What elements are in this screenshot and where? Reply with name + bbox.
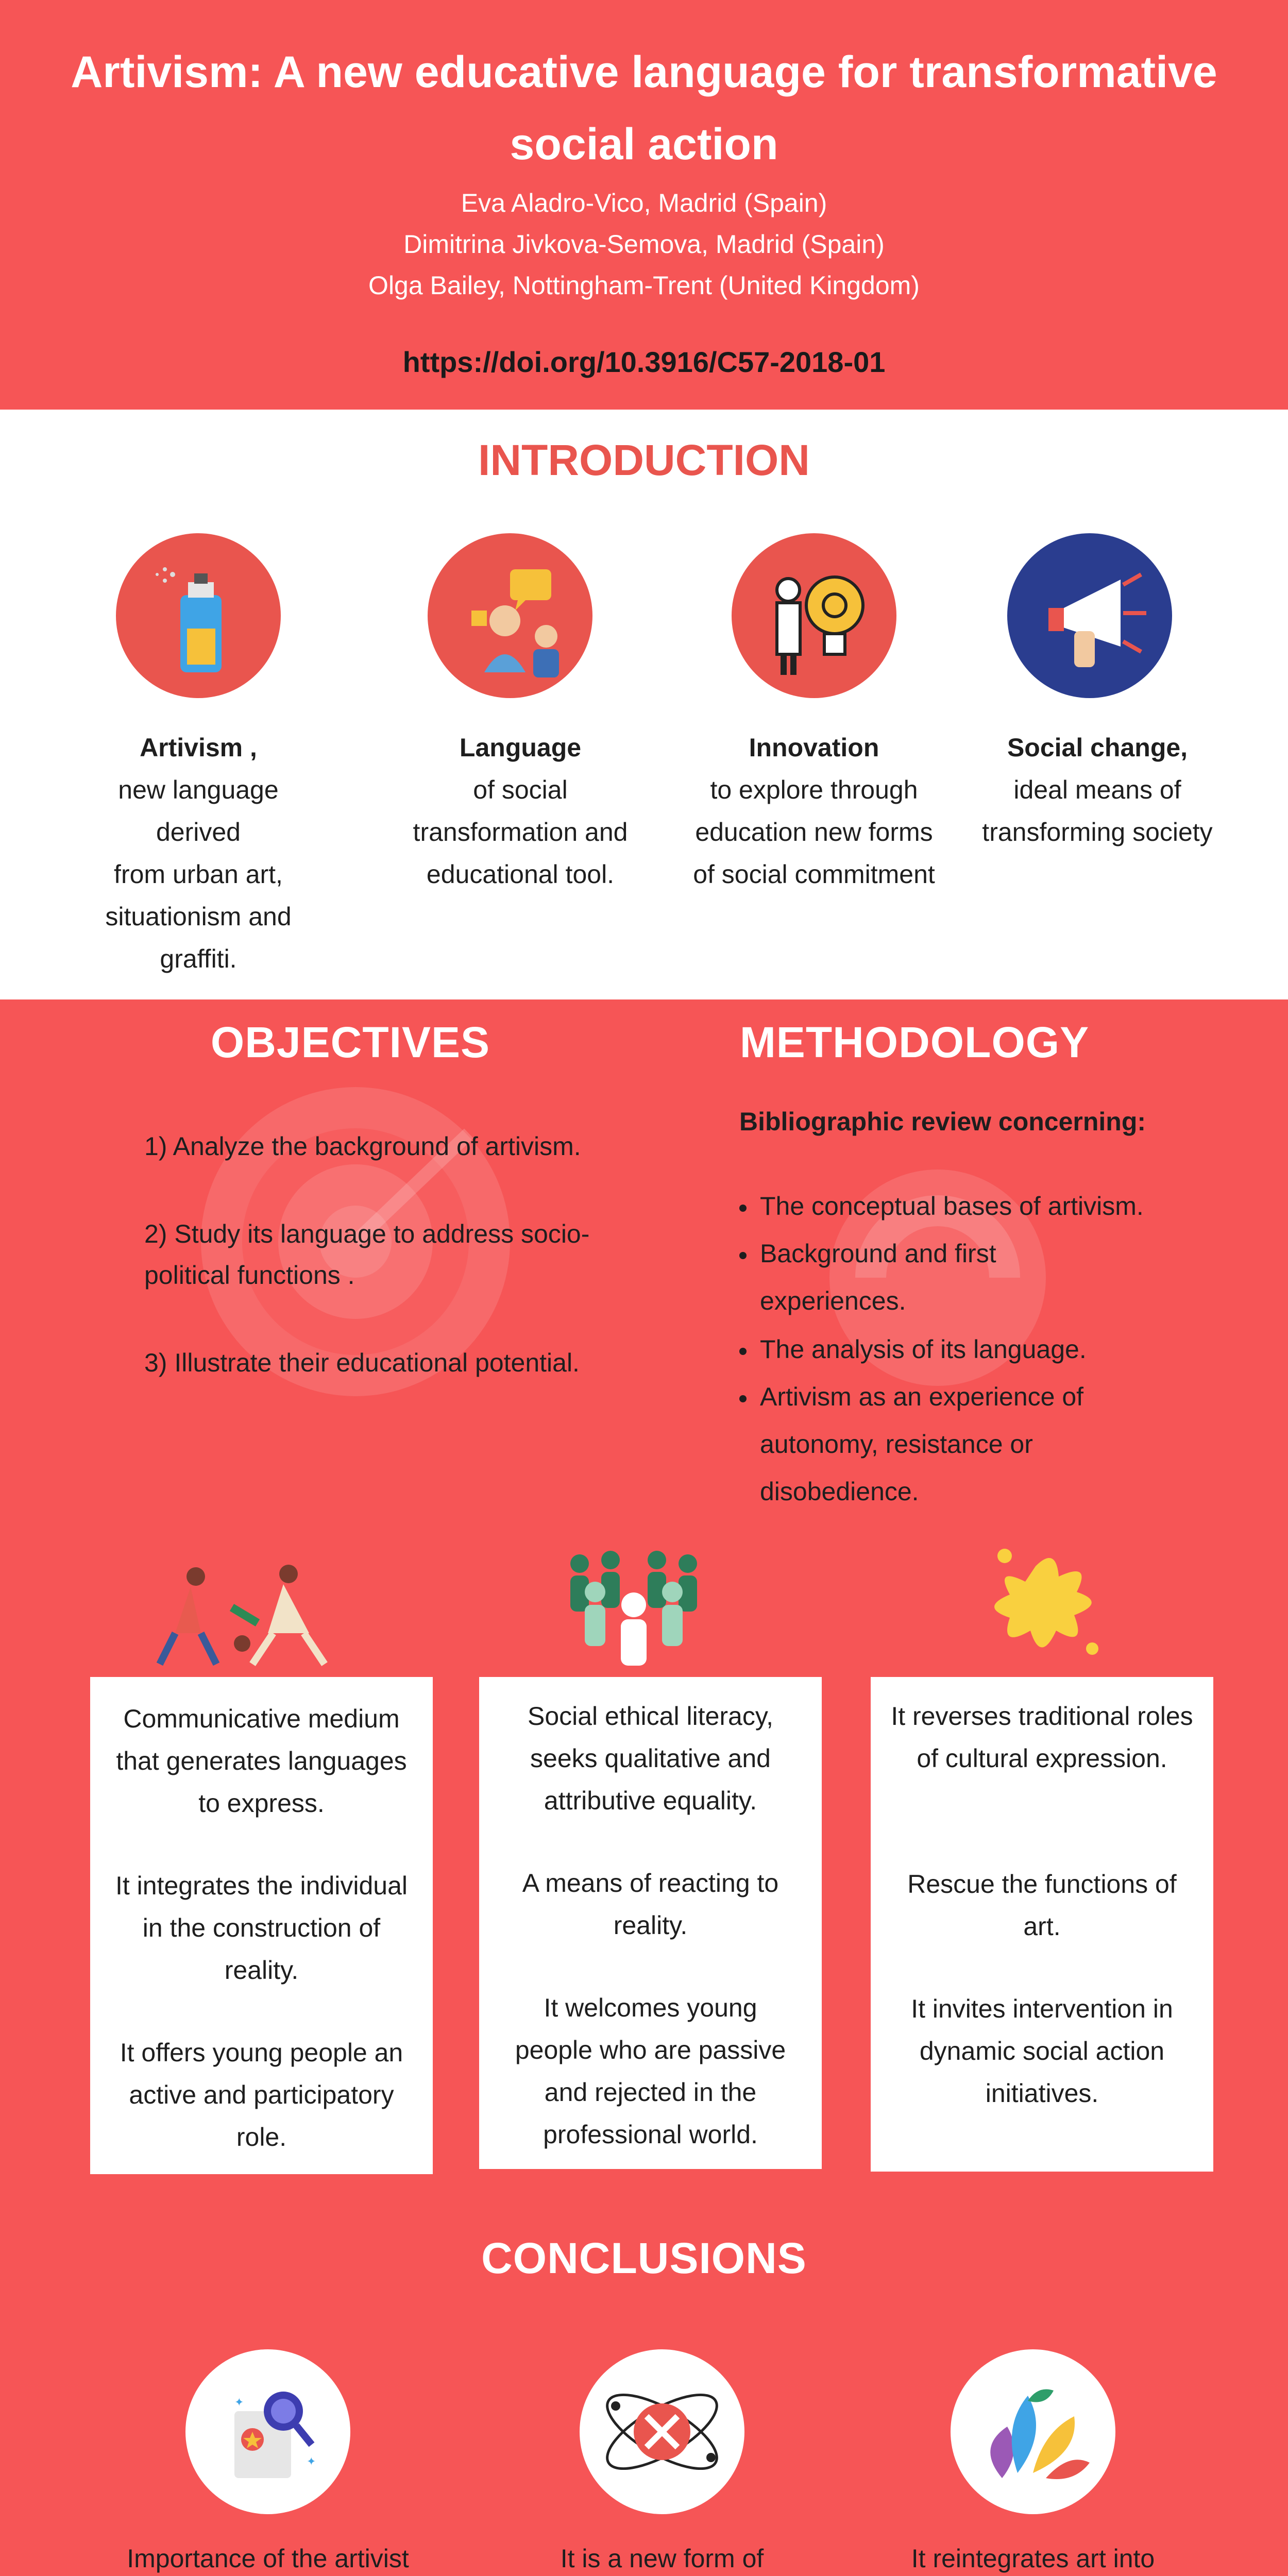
- bullet-text: The analysis of its language.: [760, 1335, 1087, 1364]
- card-line: role.: [236, 2123, 287, 2151]
- card-line: It welcomes young: [544, 1993, 757, 2022]
- objective-line: 1) Analyze the background of artivism.: [144, 1132, 581, 1161]
- certificate-search-icon: [185, 2349, 350, 2514]
- card-literacy: [479, 1677, 822, 2169]
- card-line: professional world.: [543, 2120, 758, 2149]
- doi-link[interactable]: https://doi.org/10.3916/C57-2018-01: [402, 346, 886, 378]
- bullet-icon: [739, 1348, 747, 1355]
- intro-item-artivism: [75, 726, 322, 980]
- bullet-text: Artivism as an experience of: [760, 1382, 1084, 1411]
- card-line: It integrates the individual: [115, 1871, 408, 1900]
- objective-line: political functions .: [144, 1261, 355, 1290]
- conclusion-item-3: [873, 2537, 1193, 2576]
- objective-line: 2) Study its language to address socio-: [144, 1219, 590, 1248]
- intro-item-title: Artivism ,: [140, 733, 257, 762]
- objective-item-2: [144, 1213, 589, 1296]
- card-line: seeks qualitative and: [530, 1744, 771, 1773]
- objective-item-3: [144, 1342, 580, 1383]
- card-line: reality.: [224, 1956, 299, 1985]
- card-line: A means of reacting to: [522, 1869, 779, 1897]
- methodology-bullet-1: [739, 1182, 1144, 1230]
- intro-item-title: Language: [459, 733, 582, 762]
- intro-item-social-change: [974, 726, 1221, 853]
- intro-item-line: educational tool.: [426, 860, 615, 889]
- methodology-bullet-4: [739, 1373, 1083, 1515]
- paint-splash-icon: [969, 1535, 1113, 1674]
- card-line: initiatives.: [985, 2079, 1099, 2108]
- card-line: that generates languages: [116, 1747, 407, 1775]
- intro-item-line: transformation and: [413, 818, 628, 846]
- bullet-text: experiences.: [760, 1286, 906, 1315]
- spray-can-icon: [116, 533, 281, 698]
- intro-item-line: new language derived: [118, 775, 279, 846]
- bullet-icon: [739, 1395, 747, 1402]
- author-3: Olga Bailey, Nottingham-Trent (United Kingdom): [368, 271, 920, 300]
- card-line: It invites intervention in: [911, 1994, 1173, 2023]
- svg-text:✦: ✦: [234, 2396, 244, 2409]
- card-line: attributive equality.: [544, 1786, 757, 1815]
- card-line: and rejected in the: [544, 2078, 757, 2107]
- intro-item-title: Social change,: [1007, 733, 1188, 762]
- objective-line: 3) Illustrate their educational potential.: [144, 1348, 580, 1377]
- page-title: [0, 36, 1288, 180]
- intro-item-line: situationism and: [105, 902, 292, 931]
- tools-atom-icon: [580, 2349, 744, 2514]
- conclusion-item-2: [502, 2537, 822, 2576]
- card-medium: [90, 1677, 433, 2174]
- dancers-icon: [155, 1561, 340, 1674]
- intro-item-line: from urban art,: [114, 860, 283, 889]
- bullet-text: autonomy, resistance or: [760, 1430, 1033, 1459]
- conclusion-item-1: [108, 2537, 428, 2576]
- intro-item-line: to explore through: [710, 775, 918, 804]
- objectives-heading: OBJECTIVES: [210, 1018, 490, 1066]
- card-roles: [871, 1677, 1213, 2172]
- intro-item-line: ideal means of: [1013, 775, 1181, 804]
- conclusion-line: It is a new form of: [560, 2544, 764, 2573]
- card-line: in the construction of: [142, 1913, 381, 1942]
- methodology-subheading: Bibliographic review concerning:: [739, 1107, 1146, 1136]
- card-line: Communicative medium: [123, 1704, 400, 1733]
- intro-item-line: graffiti.: [160, 944, 237, 973]
- intro-item-line: of social: [473, 775, 568, 804]
- author-2: Dimitrina Jivkova-Semova, Madrid (Spain): [403, 230, 885, 259]
- card-line: art.: [1023, 1912, 1061, 1941]
- title-line-2: social action: [510, 120, 778, 169]
- intro-item-language: [397, 726, 644, 895]
- card-line: It reverses traditional roles: [891, 1702, 1193, 1731]
- title-line-1: Artivism: A new educative language for transformative: [71, 47, 1217, 97]
- methodology-heading: METHODOLOGY: [739, 1018, 1090, 1066]
- intro-item-line: transforming society: [982, 818, 1213, 846]
- objective-item-1: [144, 1126, 581, 1167]
- methodology-bullet-3: [739, 1326, 1087, 1373]
- bullet-text: The conceptual bases of artivism.: [760, 1192, 1144, 1221]
- card-line: It offers young people an: [120, 2038, 403, 2067]
- card-line: active and participatory: [129, 2080, 394, 2109]
- card-line: of cultural expression.: [917, 1744, 1167, 1773]
- author-1: Eva Aladro-Vico, Madrid (Spain): [461, 189, 827, 217]
- ink-drops-icon: [951, 2349, 1115, 2514]
- card-line: to express.: [198, 1789, 325, 1818]
- card-line: Rescue the functions of: [907, 1870, 1177, 1899]
- card-line: people who are passive: [515, 2036, 786, 2064]
- bullet-text: disobedience.: [760, 1477, 919, 1506]
- bullet-text: Background and first: [760, 1239, 996, 1268]
- conclusion-line: Importance of the artivist: [127, 2544, 409, 2573]
- card-line: Social ethical literacy,: [527, 1702, 774, 1731]
- card-line: reality.: [613, 1911, 688, 1940]
- methodology-bullet-2: [739, 1230, 996, 1325]
- idea-bulb-icon: [732, 533, 896, 698]
- group-people-icon: [564, 1546, 703, 1669]
- bullet-icon: [739, 1252, 747, 1259]
- bullet-icon: [739, 1205, 747, 1212]
- conclusions-heading: CONCLUSIONS: [481, 2234, 807, 2282]
- svg-text:✦: ✦: [307, 2455, 316, 2468]
- introduction-heading: INTRODUCTION: [478, 436, 810, 484]
- intro-item-innovation: [690, 726, 938, 895]
- intro-item-line: of social commitment: [693, 860, 935, 889]
- conclusion-line: It reintegrates art into: [911, 2544, 1155, 2573]
- megaphone-icon: [1007, 533, 1172, 698]
- communication-people-icon: [428, 533, 592, 698]
- intro-item-line: education new forms: [695, 818, 933, 846]
- intro-item-title: Innovation: [749, 733, 879, 762]
- card-line: dynamic social action: [919, 2037, 1165, 2065]
